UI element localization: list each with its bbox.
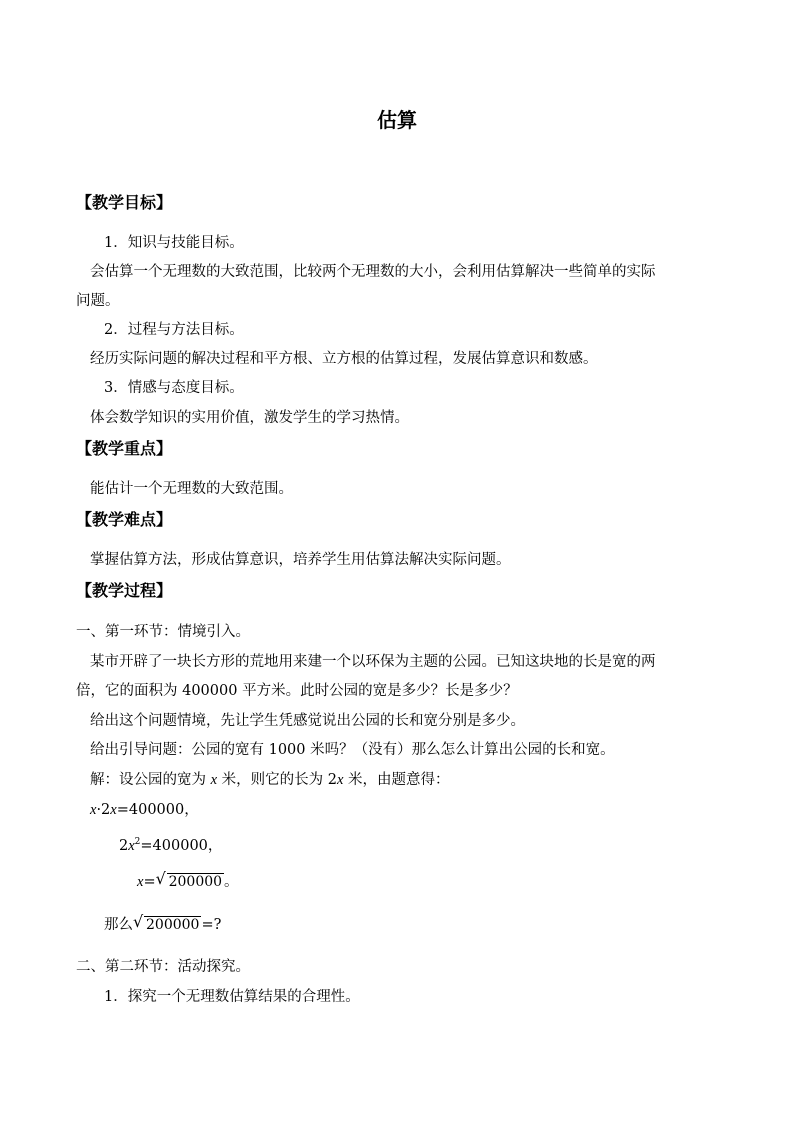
goal-item-1-text-b: 问题。: [76, 293, 120, 309]
equation-1: x·2x=400000，: [90, 802, 199, 818]
heading-key: 【教学重点】: [76, 439, 173, 458]
goal-item-3: 3．情感与态度目标。: [104, 380, 244, 396]
equation-2: $2x^2=400000$，: [119, 837, 223, 854]
page-title: 估算: [377, 108, 417, 132]
question-line: 那么 √ 200000 =?: [104, 912, 222, 933]
goal-item-1-text-a: 会估算一个无理数的大致范围，比较两个无理数的大小，会利用估算解决一些简单的实际: [90, 264, 656, 280]
heading-process: 【教学过程】: [76, 581, 173, 600]
goal-item-2-text: 经历实际问题的解决过程和平方根、立方根的估算过程，发展估算意识和数感。: [90, 351, 598, 367]
heading-goals: 【教学目标】: [76, 193, 173, 212]
step1-para-a: 某市开辟了一块长方形的荒地用来建一个以环保为主题的公园。已知这块地的长是宽的两: [90, 654, 656, 670]
equation-3: x= √ 200000 。: [137, 869, 239, 890]
sqrt-symbol: √ 200000: [133, 912, 200, 933]
step1-para-2: 给出这个问题情境，先让学生凭感觉说出公园的长和宽分别是多少。: [90, 713, 525, 729]
heading-difficulty: 【教学难点】: [76, 510, 173, 529]
key-text: 能估计一个无理数的大致范围。: [90, 481, 293, 497]
goal-item-3-text: 体会数学知识的实用价值，激发学生的学习热情。: [90, 410, 409, 426]
step1-title: 一、第一环节：情境引入。: [76, 624, 250, 640]
goal-item-1: 1．知识与技能目标。: [104, 235, 244, 251]
step1-para-b: 倍，它的面积为 400000 平方米。此时公园的宽是多少？长是多少？: [76, 683, 518, 699]
sqrt-symbol: √ 200000: [155, 869, 223, 890]
step2-title: 二、第二环节：活动探究。: [76, 959, 250, 975]
step2-item-1: 1．探究一个无理数估算结果的合理性。: [104, 989, 360, 1005]
solution-line: 解：设公园的宽为 x 米，则它的长为 2x 米，由题意得：: [90, 772, 450, 788]
step1-para-3: 给出引导问题：公园的宽有 1000 米吗？（没有）那么怎么计算出公园的长和宽。: [90, 742, 615, 758]
difficulty-text: 掌握估算方法，形成估算意识，培养学生用估算法解决实际问题。: [90, 552, 511, 568]
goal-item-2: 2．过程与方法目标。: [104, 322, 244, 338]
